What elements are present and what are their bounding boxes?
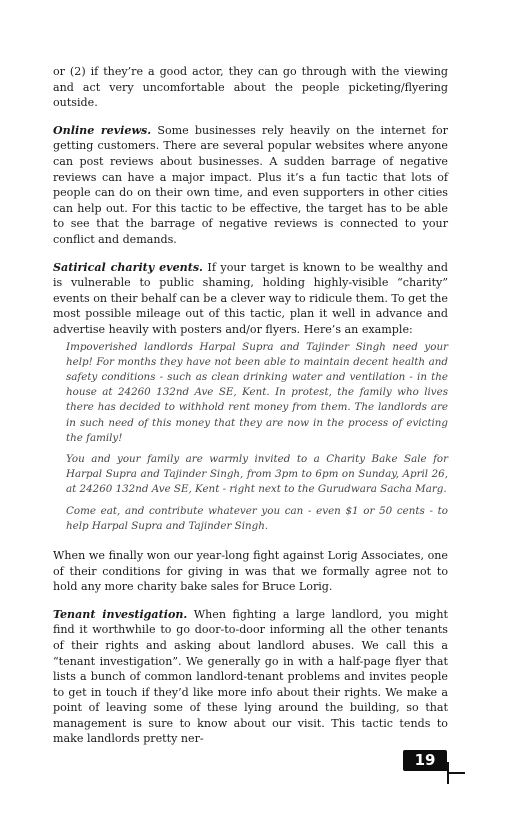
online-reviews-paragraph [53,123,448,248]
lorig-paragraph: When we finally won our year-long fight against Lorig Associates, one of their conditions for giving in was that we formally agree not to hold any more charity bake sales for Bruce Lorig. [53,548,448,594]
tenant-investigation-heading: Tenant investigation. [53,607,188,621]
quote-paragraph-1: Impoverished landlords Harpal Supra and Tajinder Singh need your help! For months they have not been able to maintain decent health and safety conditions - such as clean drinking water and ventilation - in the house at 24260 132nd Ave SE, Kent. In protest, the family who lives there has decided to withhold rent money from them. The landlords are in such need of this money that they are now in the process of evicting the family! [66,340,448,444]
charity-heading: Satirical charity events. [53,260,203,274]
tenant-investigation-text: When fighting a large landlord, you might find it worthwhile to go door-to-door informing all the other tenants of their rights and asking about landlord abuses. We call this a “tenant investigation”. We generally go in with a half-page flyer that lists a bunch of common landlord-tenant problems and invites people to get in touch if they’d like more info about their rights. We make a point of leaving some of these lying around the building, so that management is sure to know about our visit. This tactic tends to make landlords pretty ner- [53,607,448,746]
crop-mark-horizontal [447,772,465,774]
intro-paragraph: or (2) if they’re a good actor, they can go through with the viewing and act very uncomfortable about the people picketing/flyering outside. [53,65,448,110]
online-reviews-text: Some businesses rely heavily on the internet for getting customers. There are several popular websites where anyone can post reviews about businesses. A sudden barrage of negative reviews can have a major impact. Plus it’s a fun tactic that lots of people can do on their own time, and even supporters in other cities can help out. For this tactic to be effective, the target has to be able to see that the barrage of negative reviews is connected to your conflict and demands. [53,123,448,246]
page-number: 19 [403,750,447,771]
quote-paragraph-3: Come eat, and contribute whatever you can - even $1 or 50 cents - to help Harpal Supra and Tajinder Singh. [66,504,448,532]
crop-mark-vertical [447,762,449,784]
page-body [53,64,448,747]
tenant-investigation-paragraph [53,607,448,747]
charity-text: If your target is known to be wealthy and is vulnerable to public shaming, holding highly-visible “charity” events on their behalf can be a clever way to ridicule them. To get the most possible mileage out of this tactic, plan it well in advance and advertise heavily with posters and/or flyers. Here’s an example: [53,260,449,336]
example-flyer-quote [53,340,448,534]
online-reviews-heading: Online reviews. [53,123,152,137]
quote-paragraph-2: You and your family are warmly invited to a Charity Bake Sale for Harpal Supra and Tajinder Singh, from 3pm to 6pm on Sunday, April 26, at 24260 132nd Ave SE, Kent - right next to the Gurudwara Sacha Marg. [66,452,448,496]
charity-paragraph [53,260,448,338]
